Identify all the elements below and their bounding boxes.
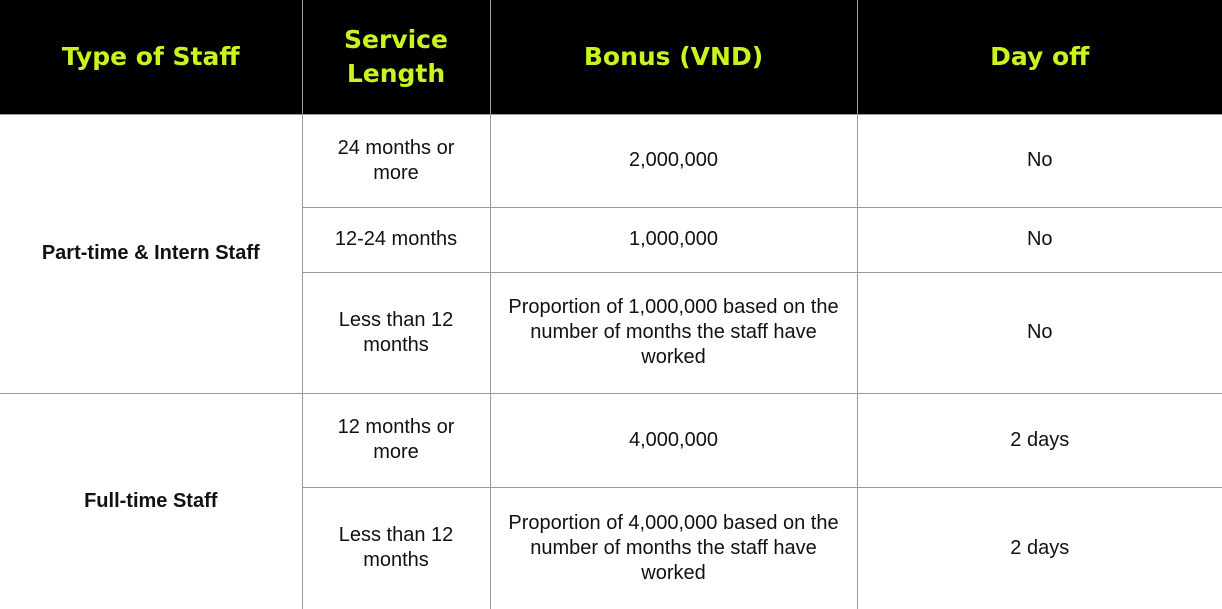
service-length-cell: 12 months or more [302, 393, 490, 487]
header-row [0, 0, 1222, 114]
group-label-part-time: Part-time & Intern Staff [0, 114, 302, 393]
bonus-cell: Proportion of 1,000,000 based on the number of months the staff have worked [490, 272, 857, 393]
bonus-cell: 4,000,000 [490, 393, 857, 487]
day-off-cell: 2 days [857, 393, 1222, 487]
bonus-cell: 2,000,000 [490, 114, 857, 207]
day-off-cell: No [857, 272, 1222, 393]
header-type-of-staff: Type of Staff [0, 0, 302, 114]
service-length-cell: 24 months or more [302, 114, 490, 207]
day-off-cell: 2 days [857, 487, 1222, 609]
service-length-cell: Less than 12 months [302, 272, 490, 393]
day-off-cell: No [857, 207, 1222, 272]
table-row [0, 114, 1222, 207]
bonus-cell: 1,000,000 [490, 207, 857, 272]
header-day-off: Day off [857, 0, 1222, 114]
service-length-cell: 12-24 months [302, 207, 490, 272]
table-row [0, 393, 1222, 487]
header-service-length: Service Length [302, 0, 490, 114]
day-off-cell: No [857, 114, 1222, 207]
group-label-full-time: Full-time Staff [0, 393, 302, 609]
bonus-cell: Proportion of 4,000,000 based on the number of months the staff have worked [490, 487, 857, 609]
service-length-cell: Less than 12 months [302, 487, 490, 609]
header-bonus: Bonus (VND) [490, 0, 857, 114]
